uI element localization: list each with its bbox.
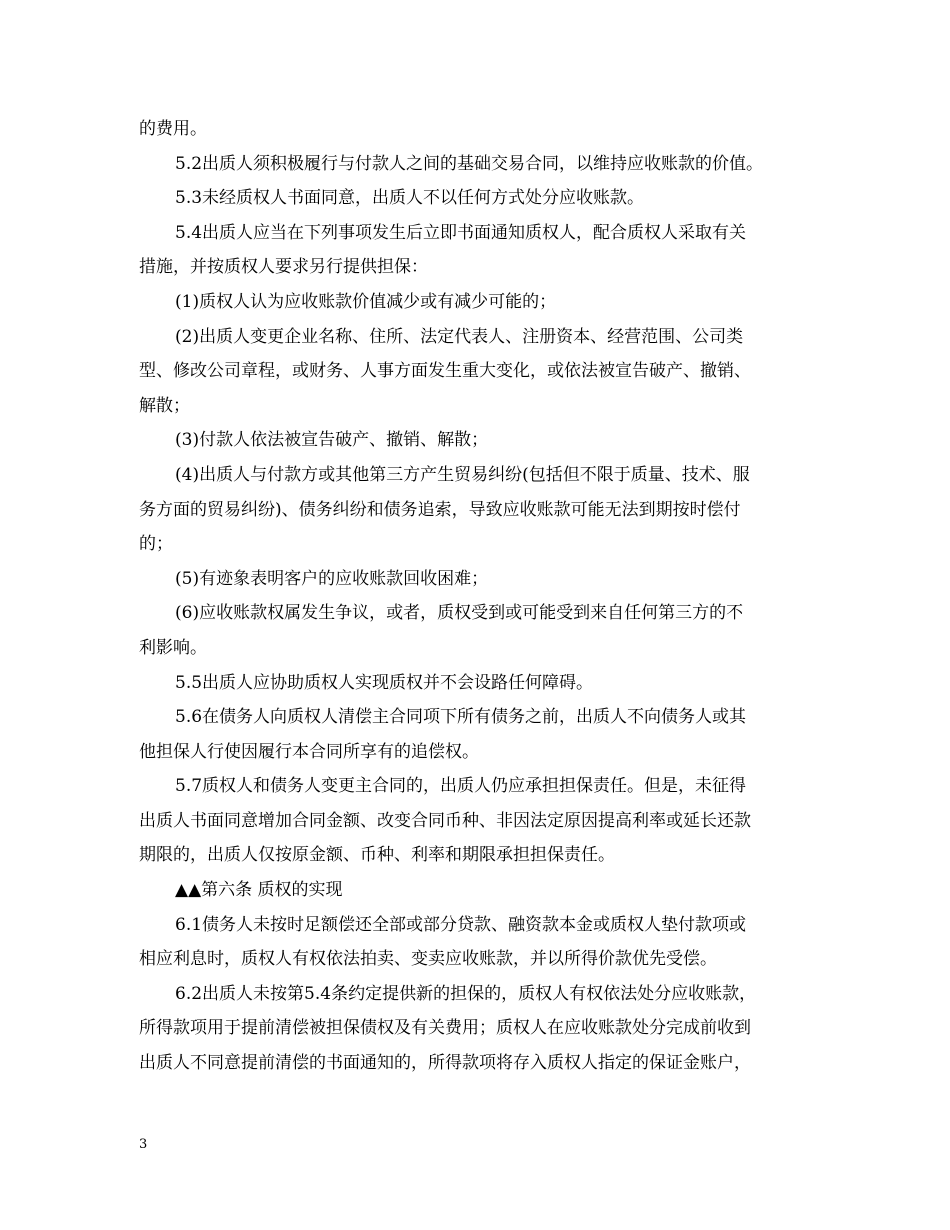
text-line: 解散； [139,395,190,416]
text-line: 利影响。 [139,637,207,658]
text-line: 5.6在债务人向质权人清偿主合同项下所有债务之前，出质人不向债务人或其 [175,707,747,728]
text-line: ▲▲第六条 质权的实现 [175,880,343,901]
text-line: 所得款项用于提前清偿被担保债权及有关费用；质权人在应收账款处分完成前收到 [139,1018,751,1039]
text-line: 期限的，出质人仅按原金额、币种、利率和期限承担担保责任。 [139,845,615,866]
text-line: 出质人不同意提前清偿的书面通知的，所得款项将存入质权人指定的保证金账户， [139,1053,751,1074]
text-line: 他担保人行使因履行本合同所享有的追偿权。 [139,741,479,762]
text-line: 6.1债务人未按时足额偿还全部或部分贷款、融资款本金或质权人垫付款项或 [175,914,747,935]
text-line: (3)付款人依法被宣告破产、撤销、解散； [175,430,489,451]
page-number: 3 [139,1137,148,1152]
text-line: 5.2出质人须积极履行与付款人之间的基础交易合同，以维持应收账款的价值。 [175,153,764,174]
text-line: (6)应收账款权属发生争议，或者，质权受到或可能受到来自任何第三方的不 [175,603,744,624]
text-line: 的； [139,534,173,555]
text-line: 型、修改公司章程，或财务、人事方面发生重大变化，或依法被宣告破产、撤销、 [139,361,751,382]
text-line: 相应利息时，质权人有权依法拍卖、变卖应收账款，并以所得价款优先受偿。 [139,949,717,970]
text-line: 措施，并按质权人要求另行提供担保： [139,257,428,278]
text-line: (1)质权人认为应收账款价值减少或有减少可能的； [175,291,557,312]
text-line: 6.2出质人未按第5.4条约定提供新的担保的，质权人有权依法处分应收账款， [175,983,757,1004]
body-text [139,112,829,1081]
text-line: 5.7质权人和债务人变更主合同的，出质人仍应承担担保责任。但是，未征得 [175,776,747,797]
text-line: (2)出质人变更企业名称、住所、法定代表人、注册资本、经营范围、公司类 [175,326,744,347]
text-line: 出质人书面同意增加合同金额、改变合同币种、非因法定原因提高利率或延长还款 [139,810,751,831]
text-line: 的费用。 [139,119,207,139]
text-line: (5)有迹象表明客户的应收账款回收困难； [175,568,489,589]
text-line: 5.5出质人应协助质权人实现质权并不会设路任何障碍。 [175,672,594,693]
text-line: (4)出质人与付款方或其他第三方产生贸易纠纷(包括但不限于质量、技术、服 [175,464,750,485]
text-line: 5.4出质人应当在下列事项发生后立即书面通知质权人，配合质权人采取有关 [175,222,747,243]
text-line: 5.3未经质权人书面同意，出质人不以任何方式处分应收账款。 [175,188,645,209]
text-line: 务方面的贸易纠纷)、债务纠纷和债务追索，导致应收账款可能无法到期按时偿付 [139,499,741,520]
